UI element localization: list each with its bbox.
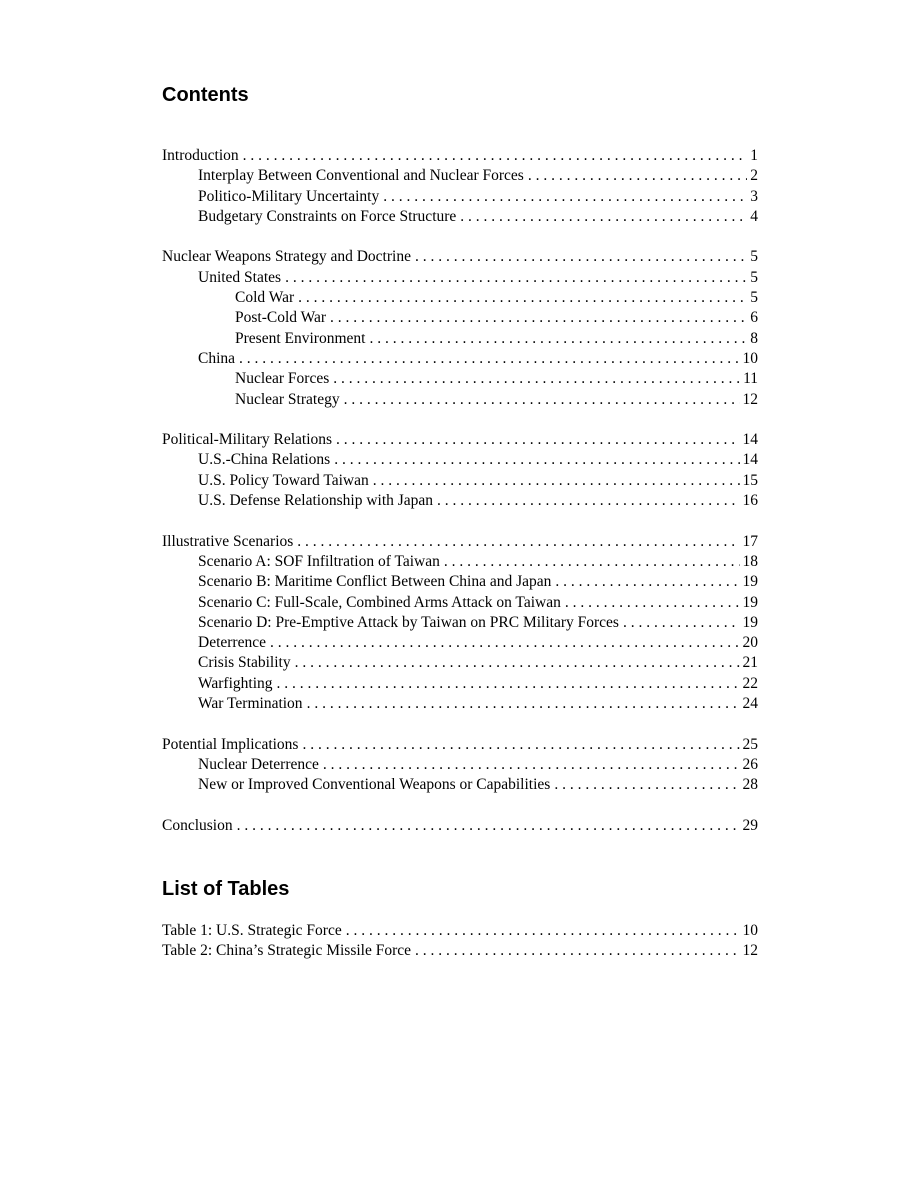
toc-section-group — [162, 430, 758, 511]
toc-section-group — [162, 247, 758, 409]
dot-leader — [323, 755, 740, 775]
toc-entry[interactable] — [162, 775, 758, 795]
dot-leader — [415, 941, 739, 961]
toc-entry-label: Table 2: China’s Strategic Missile Force — [162, 942, 412, 960]
toc-entry-label: U.S. Policy Toward Taiwan — [198, 471, 369, 489]
toc-entry-label: Crisis Stability — [198, 654, 291, 672]
toc-entry-page-number: 19 — [740, 593, 759, 613]
toc-entry-label: Nuclear Forces — [235, 370, 330, 388]
dot-leader — [239, 349, 739, 369]
toc-entry-label: Budgetary Constraints on Force Structure — [198, 207, 457, 225]
toc-entry[interactable] — [162, 207, 758, 227]
toc-entry[interactable] — [162, 471, 758, 491]
toc-entry-page-number: 29 — [740, 816, 759, 836]
dot-leader — [298, 288, 747, 308]
toc-entry-page-number: 28 — [740, 775, 759, 795]
toc-entry[interactable] — [162, 268, 758, 288]
toc-entry-page-number: 26 — [740, 755, 759, 775]
toc-entry-page-number: 22 — [740, 674, 759, 694]
dot-leader — [336, 430, 739, 450]
toc-entry-label: U.S. Defense Relationship with Japan — [198, 492, 434, 510]
toc-entry-label: Post-Cold War — [235, 309, 327, 327]
toc-entry-label: Nuclear Deterrence — [198, 755, 319, 773]
toc-entry[interactable] — [162, 349, 758, 369]
toc-entry-label: Nuclear Weapons Strategy and Doctrine — [162, 248, 411, 266]
toc-entry[interactable] — [162, 491, 758, 511]
dot-leader — [565, 593, 740, 613]
toc-entry-page-number: 1 — [747, 146, 758, 166]
toc-entry-page-number: 21 — [740, 653, 759, 673]
dot-leader — [415, 247, 747, 267]
toc-entry-page-number: 20 — [740, 633, 759, 653]
dot-leader — [460, 207, 747, 227]
toc-entry[interactable] — [162, 329, 758, 349]
toc-entry[interactable] — [162, 552, 758, 572]
toc-entry-page-number: 17 — [740, 532, 759, 552]
toc-entry-page-number: 15 — [740, 471, 759, 491]
toc-entry-page-number: 3 — [747, 187, 758, 207]
dot-leader — [373, 471, 740, 491]
dot-leader — [554, 775, 739, 795]
dot-leader — [295, 653, 740, 673]
toc-entry[interactable] — [162, 308, 758, 328]
toc-entry-page-number: 8 — [747, 329, 758, 349]
dot-leader — [555, 572, 739, 592]
toc-entry[interactable] — [162, 390, 758, 410]
toc-entry-label: Cold War — [235, 289, 295, 307]
toc-entry-label: Scenario C: Full-Scale, Combined Arms Attack on Taiwan — [198, 593, 561, 611]
toc-entry-page-number: 6 — [747, 308, 758, 328]
toc-entry-page-number: 14 — [740, 430, 759, 450]
dot-leader — [346, 921, 740, 941]
dot-leader — [330, 308, 747, 328]
toc-entry-label: New or Improved Conventional Weapons or Capabilities — [198, 776, 551, 794]
dot-leader — [302, 735, 739, 755]
toc-entry[interactable] — [162, 735, 758, 755]
toc-entry[interactable] — [162, 572, 758, 592]
dot-leader — [334, 450, 739, 470]
toc-entry-page-number: 5 — [747, 268, 758, 288]
dot-leader — [528, 166, 747, 186]
toc-entry-page-number: 25 — [740, 735, 759, 755]
toc-entry-label: Nuclear Strategy — [235, 390, 340, 408]
toc-entry[interactable] — [162, 369, 758, 389]
toc-section-group — [162, 146, 758, 227]
toc-section-group — [162, 735, 758, 796]
toc-entry-page-number: 14 — [740, 450, 759, 470]
toc-entry-label: Scenario B: Maritime Conflict Between China and Japan — [198, 573, 552, 591]
toc-entry-label: U.S.-China Relations — [198, 451, 331, 469]
dot-leader — [333, 369, 740, 389]
toc-entry[interactable] — [162, 653, 758, 673]
toc-entry-page-number: 5 — [747, 247, 758, 267]
toc-entry[interactable] — [162, 633, 758, 653]
toc-entry-label: Deterrence — [198, 634, 266, 652]
toc-entry[interactable] — [162, 674, 758, 694]
toc-entry-label: China — [198, 349, 236, 367]
toc-entry[interactable] — [162, 166, 758, 186]
toc-entry-label: Scenario A: SOF Infiltration of Taiwan — [198, 552, 440, 570]
dot-leader — [623, 613, 740, 633]
table-of-contents — [162, 146, 758, 856]
toc-entry[interactable] — [162, 921, 758, 941]
toc-entry-label: Present Environment — [235, 329, 366, 347]
dot-leader — [297, 532, 739, 552]
toc-entry-page-number: 24 — [740, 694, 759, 714]
toc-section-group — [162, 532, 758, 715]
dot-leader — [270, 633, 740, 653]
dot-leader — [344, 390, 740, 410]
toc-entry-page-number: 11 — [740, 369, 758, 389]
dot-leader — [369, 329, 747, 349]
contents-heading: Contents — [162, 84, 249, 106]
toc-entry-page-number: 19 — [740, 572, 759, 592]
toc-entry[interactable] — [162, 288, 758, 308]
toc-entry-page-number: 2 — [747, 166, 758, 186]
toc-entry-page-number: 10 — [740, 921, 759, 941]
dot-leader — [437, 491, 739, 511]
toc-entry-label: Conclusion — [162, 816, 233, 834]
dot-leader — [237, 816, 740, 836]
list-of-tables-heading: List of Tables — [162, 878, 290, 900]
toc-entry-page-number: 12 — [740, 390, 759, 410]
toc-entry[interactable] — [162, 613, 758, 633]
toc-entry[interactable] — [162, 450, 758, 470]
toc-entry[interactable] — [162, 430, 758, 450]
dot-leader — [383, 187, 747, 207]
toc-entry-label: War Termination — [198, 695, 303, 713]
toc-entry-page-number: 4 — [747, 207, 758, 227]
toc-entry-label: Potential Implications — [162, 735, 299, 753]
toc-entry[interactable] — [162, 247, 758, 267]
toc-entry-page-number: 18 — [740, 552, 759, 572]
toc-entry[interactable] — [162, 146, 758, 166]
toc-entry-label: Political-Military Relations — [162, 431, 333, 449]
toc-entry-label: United States — [198, 268, 282, 286]
dot-leader — [444, 552, 740, 572]
toc-entry-label: Table 1: U.S. Strategic Force — [162, 922, 342, 939]
toc-entry[interactable] — [162, 816, 758, 836]
toc-entry-label: Warfighting — [198, 674, 273, 692]
toc-entry-label: Politico-Military Uncertainty — [198, 187, 380, 205]
dot-leader — [285, 268, 747, 288]
toc-entry-page-number: 16 — [740, 491, 759, 511]
toc-section-group — [162, 816, 758, 836]
dot-leader — [307, 694, 740, 714]
toc-entry-page-number: 19 — [740, 613, 759, 633]
toc-entry[interactable] — [162, 694, 758, 714]
dot-leader — [277, 674, 740, 694]
list-of-tables — [162, 921, 758, 962]
toc-entry-label: Illustrative Scenarios — [162, 532, 294, 550]
toc-entry[interactable] — [162, 755, 758, 775]
dot-leader — [243, 146, 748, 166]
toc-entry-label: Interplay Between Conventional and Nuclear Forces — [198, 167, 524, 185]
toc-entry-page-number: 5 — [747, 288, 758, 308]
toc-entry[interactable] — [162, 187, 758, 207]
toc-entry[interactable] — [162, 593, 758, 613]
toc-entry[interactable] — [162, 941, 758, 961]
toc-entry-label: Scenario D: Pre-Emptive Attack by Taiwan on PRC Military Forces — [198, 613, 619, 631]
toc-entry-label: Introduction — [162, 147, 239, 164]
toc-entry-page-number: 12 — [740, 941, 759, 961]
toc-entry-page-number: 10 — [740, 349, 759, 369]
toc-entry[interactable] — [162, 532, 758, 552]
